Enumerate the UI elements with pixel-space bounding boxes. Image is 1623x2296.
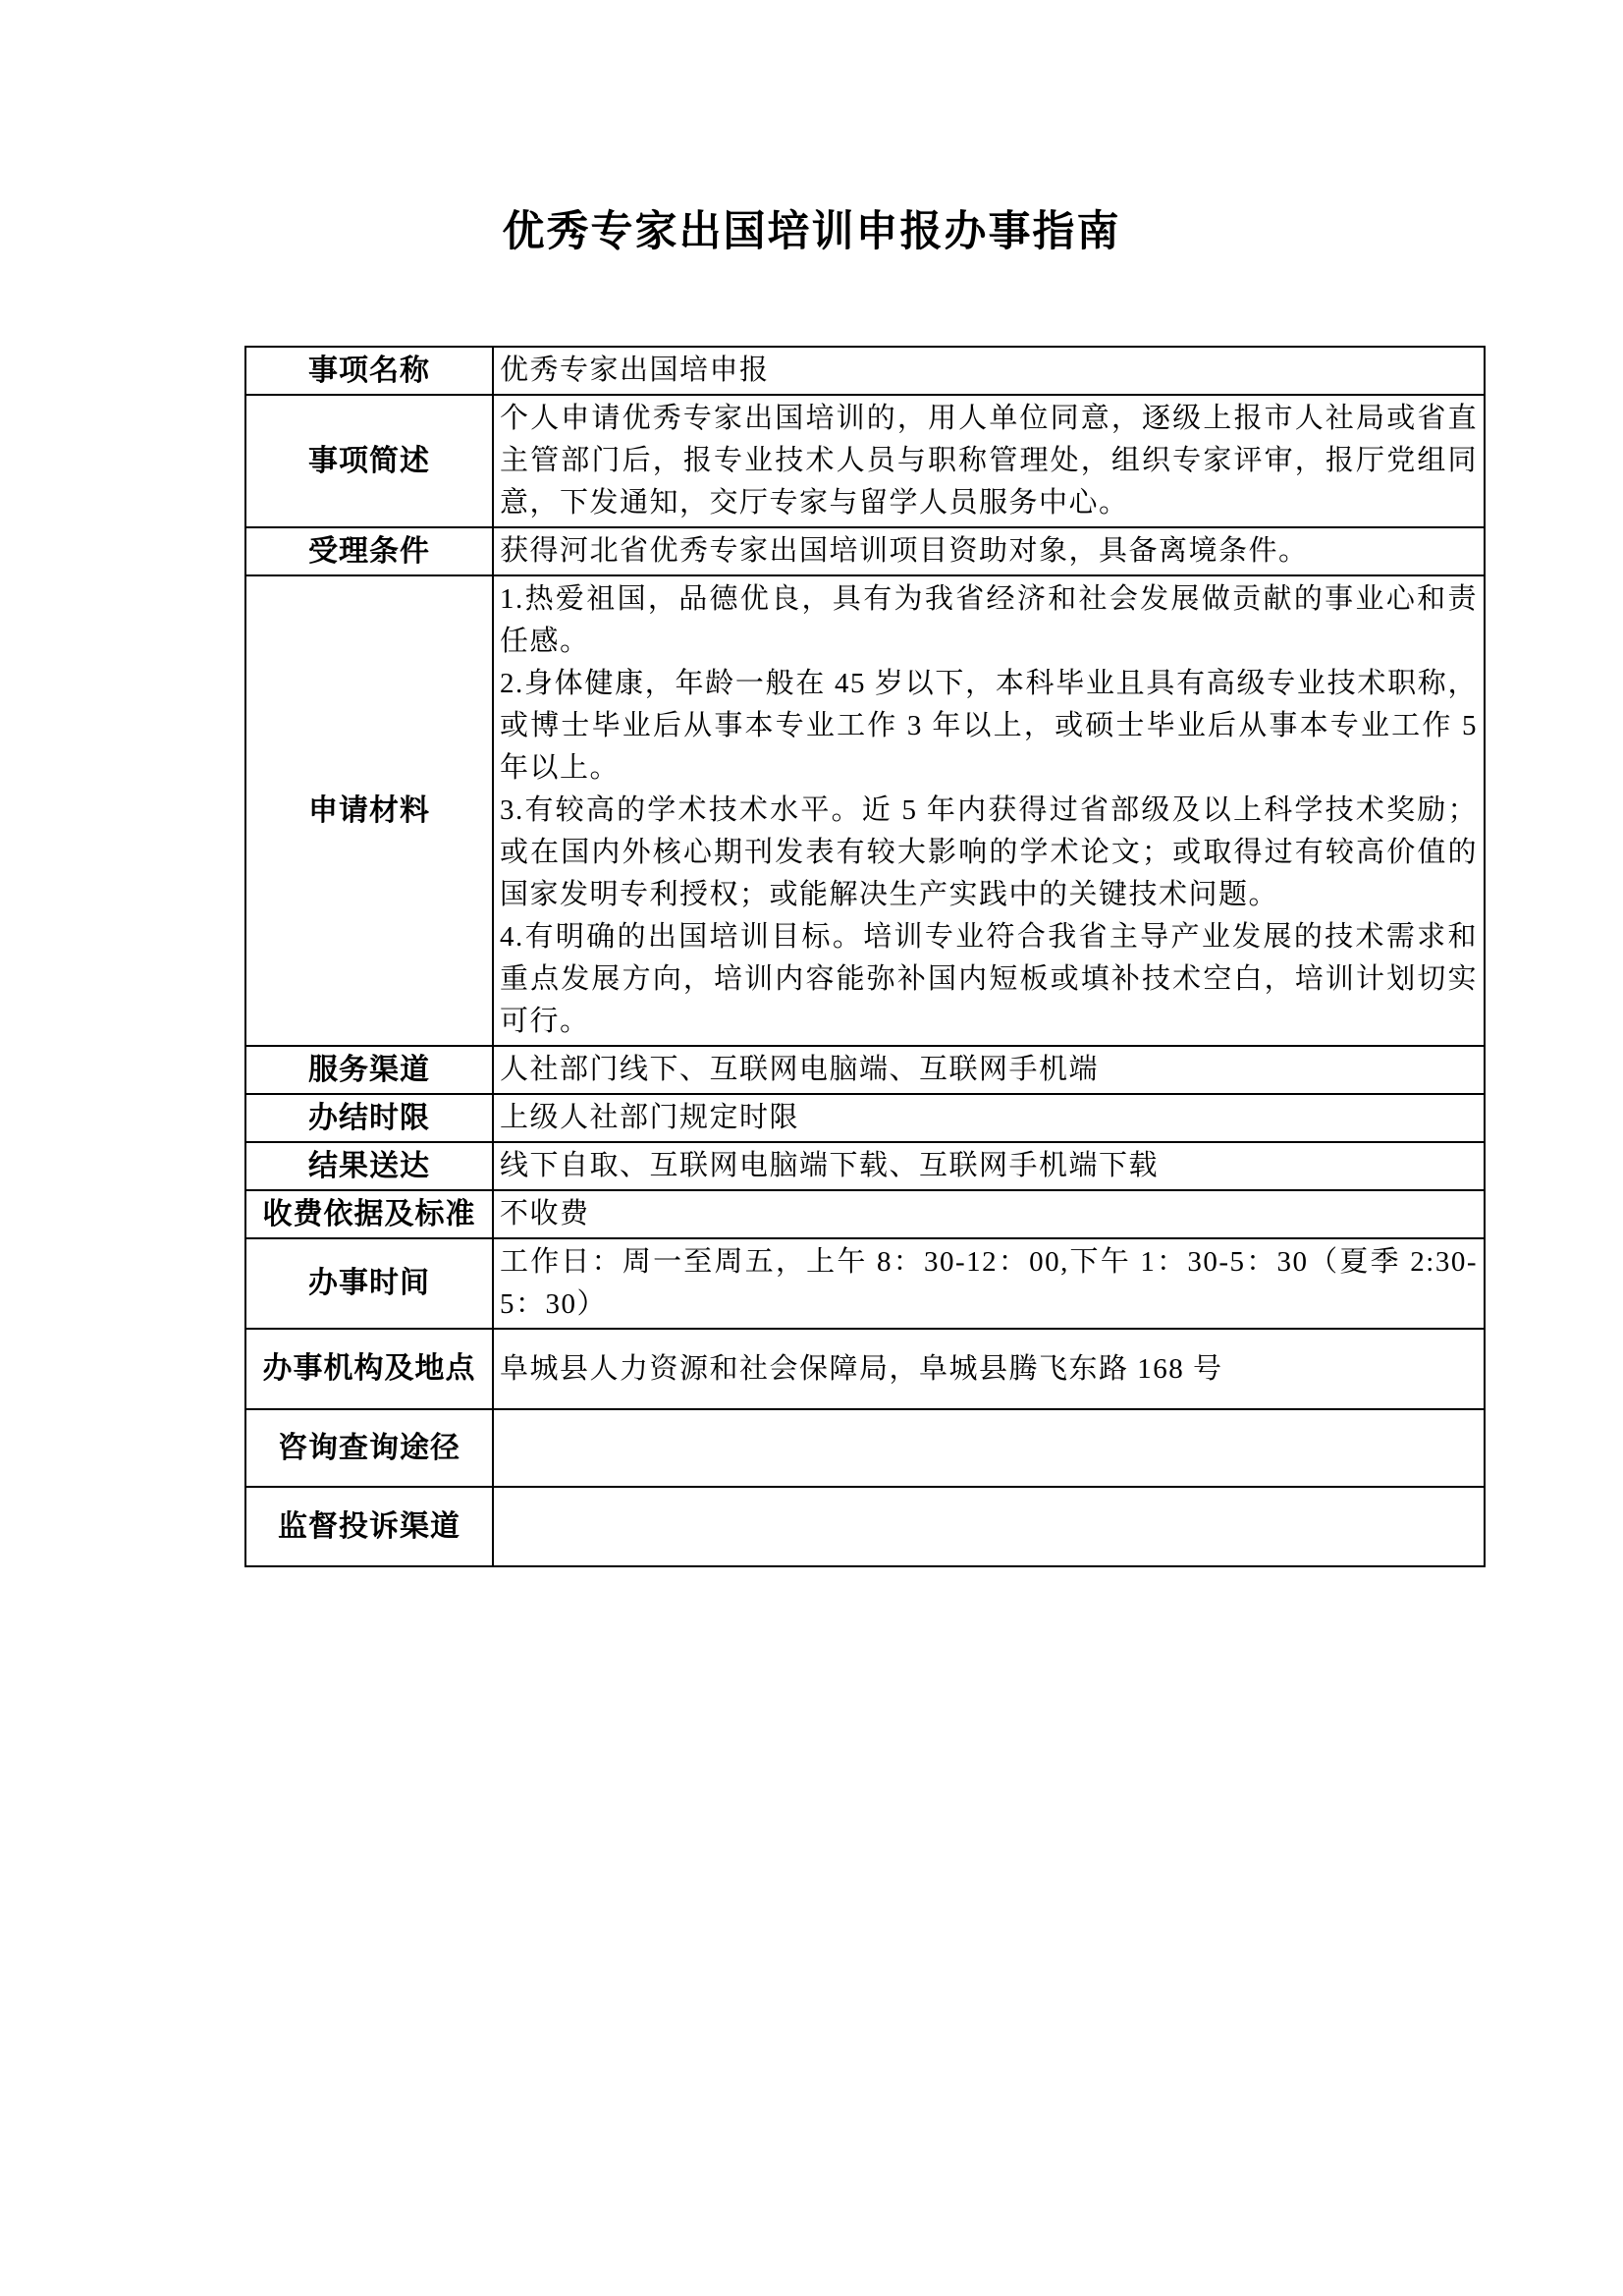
row-value (493, 575, 1485, 1046)
row-value: 线下自取、互联网电脑端下载、互联网手机端下载 (493, 1142, 1485, 1190)
guide-table (244, 346, 1486, 1567)
material-item: 3.有较高的学术技术水平。近 5 年内获得过省部级及以上科学技术奖励；或在国内外核心期刊发表有较大影响的学术论文；或取得过有较高价值的国家发明专利授权；或能解决生产实践中的关键技术问题。 (500, 794, 1478, 910)
row-value: 阜城县人力资源和社会保障局，阜城县腾飞东路 168 号 (493, 1329, 1485, 1409)
table-row-application-materials (245, 575, 1485, 1046)
row-value: 个人申请优秀专家出国培训的，用人单位同意，逐级上报市人社局或省直主管部门后，报专业技术人员与职称管理处，组织专家评审，报厅党组同意，下发通知，交厅专家与留学人员服务中心。 (493, 395, 1485, 527)
row-label: 收费依据及标准 (245, 1190, 493, 1238)
row-value: 上级人社部门规定时限 (493, 1094, 1485, 1142)
row-value: 获得河北省优秀专家出国培训项目资助对象，具备离境条件。 (493, 527, 1485, 575)
material-item: 1.热爱祖国，品德优良，具有为我省经济和社会发展做贡献的事业心和责任感。 (500, 583, 1478, 657)
row-value (493, 1409, 1485, 1487)
row-label: 受理条件 (245, 527, 493, 575)
row-label: 事项名称 (245, 347, 493, 395)
table-row-service-channels (245, 1046, 1485, 1094)
table-row-office-hours (245, 1238, 1485, 1329)
page-title: 优秀专家出国培训申报办事指南 (502, 208, 1121, 255)
row-value: 不收费 (493, 1190, 1485, 1238)
row-label: 申请材料 (245, 575, 493, 1046)
row-label: 服务渠道 (245, 1046, 493, 1094)
table-row-acceptance-conditions (245, 527, 1485, 575)
row-label: 事项简述 (245, 395, 493, 527)
row-value: 优秀专家出国培申报 (493, 347, 1485, 395)
row-label: 监督投诉渠道 (245, 1487, 493, 1566)
row-label: 办结时限 (245, 1094, 493, 1142)
row-label: 咨询查询途径 (245, 1409, 493, 1487)
table-row-agency-and-address (245, 1329, 1485, 1409)
row-label: 办事机构及地点 (245, 1329, 493, 1409)
table-row-complaint-channels (245, 1487, 1485, 1566)
row-value: 工作日：周一至周五，上午 8：30-12：00,下午 1：30-5：30（夏季 2:30-5：30） (493, 1238, 1485, 1329)
row-value (493, 1487, 1485, 1566)
table-row-inquiry-channels (245, 1409, 1485, 1487)
material-item: 4.有明确的出国培训目标。培训专业符合我省主导产业发展的技术需求和重点发展方向，培训内容能弥补国内短板或填补技术空白，培训计划切实可行。 (500, 921, 1478, 1037)
table-row-fee-standard (245, 1190, 1485, 1238)
row-label: 办事时间 (245, 1238, 493, 1329)
table-row-result-delivery (245, 1142, 1485, 1190)
row-value: 人社部门线下、互联网电脑端、互联网手机端 (493, 1046, 1485, 1094)
table-row-item-name (245, 347, 1485, 395)
table-row-item-summary (245, 395, 1485, 527)
material-item: 2.身体健康，年龄一般在 45 岁以下，本科毕业且具有高级专业技术职称，或博士毕业后从事本专业工作 3 年以上，或硕士毕业后从事本专业工作 5 年以上。 (500, 668, 1478, 784)
table-row-completion-time-limit (245, 1094, 1485, 1142)
row-label: 结果送达 (245, 1142, 493, 1190)
